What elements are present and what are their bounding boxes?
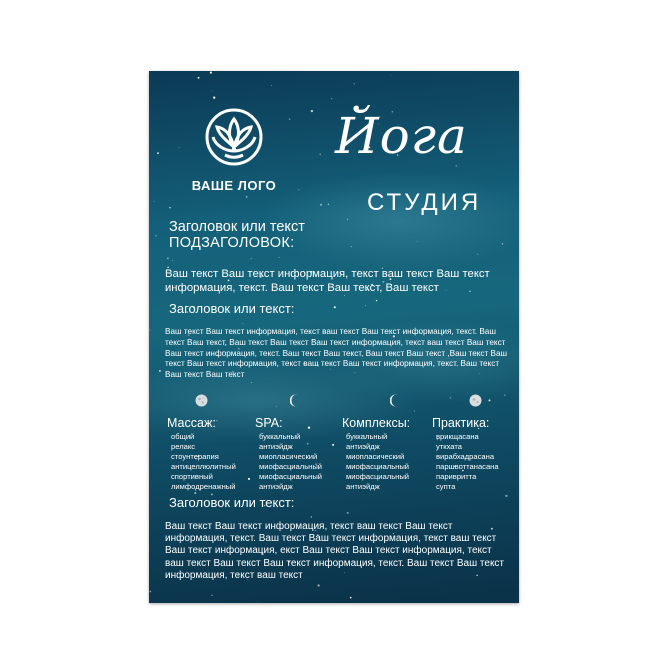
list-item: миофасциальный	[259, 462, 323, 472]
star	[365, 305, 366, 306]
star	[319, 154, 320, 155]
star	[334, 306, 336, 308]
star	[477, 254, 478, 255]
list-item: миофасциальный	[346, 472, 410, 482]
star	[213, 96, 215, 98]
column-title: Практика:	[432, 416, 490, 430]
star	[211, 595, 212, 596]
list-item: супта	[436, 482, 456, 492]
star	[347, 219, 348, 220]
list-item: буккальный	[259, 432, 301, 441]
star	[505, 495, 507, 497]
star	[504, 395, 505, 396]
title-studio: СТУДИЯ	[367, 189, 482, 216]
star	[298, 189, 299, 190]
list-item: антиэйдж	[346, 482, 380, 492]
paragraph-1: Ваш текст Ваш текст информация, текст ваш текст Ваш текст информация, текст. Ваш текст Ваш текст, Ваш текст	[165, 268, 490, 294]
star	[155, 235, 157, 237]
services-column-practice	[432, 416, 518, 493]
star	[376, 300, 377, 301]
star	[179, 147, 180, 148]
star	[210, 72, 212, 74]
list-item: общий	[171, 432, 195, 441]
services-column-massage	[167, 416, 253, 493]
star	[347, 512, 349, 514]
list-item: миопласический	[346, 452, 405, 462]
full-moon-icon	[469, 394, 482, 407]
star	[311, 516, 312, 517]
crescent-moon-icon	[290, 394, 303, 407]
star	[198, 77, 200, 79]
star	[258, 602, 259, 603]
lotus-icon	[203, 107, 265, 167]
list-item: релакс	[171, 442, 196, 452]
list-item: паривритта	[436, 472, 477, 482]
star	[169, 207, 171, 209]
list-item: врикщасана	[436, 432, 479, 441]
star	[289, 118, 291, 120]
star	[149, 329, 150, 330]
star	[502, 243, 503, 244]
services-column-spa	[255, 416, 341, 493]
star	[154, 201, 155, 202]
services-column-complexes	[342, 416, 428, 493]
star	[318, 584, 320, 586]
star	[320, 204, 322, 206]
list-item: спортивный	[171, 472, 213, 482]
star	[159, 370, 161, 372]
star	[167, 258, 168, 259]
list-item: паршвоттанасана	[436, 462, 499, 472]
star	[331, 98, 332, 99]
list-item: миопласический	[259, 452, 318, 462]
list-item: вирабхадрасана	[436, 452, 495, 462]
list-item: миофасциальный	[346, 462, 410, 472]
star	[172, 260, 173, 261]
list-item: стоунтерапия	[171, 452, 219, 462]
heading-1: Заголовок или текст	[169, 219, 305, 235]
star	[311, 110, 313, 112]
column-title: Массаж:	[167, 416, 216, 430]
star	[328, 204, 329, 205]
list-item: антицеллюлитный	[171, 462, 236, 472]
star	[351, 246, 352, 247]
star	[414, 410, 415, 411]
subheading-1: ПОДЗАГОЛОВОК:	[169, 235, 295, 251]
list-item: миофасциальный	[259, 472, 323, 482]
crescent-moon-icon	[390, 394, 403, 407]
star	[450, 397, 452, 399]
star	[488, 399, 490, 401]
star	[279, 257, 280, 258]
logo-text: ВАШЕ ЛОГО	[191, 178, 277, 193]
star	[211, 91, 212, 92]
list-item: антиэйдж	[259, 482, 293, 492]
star	[391, 75, 392, 76]
list-item: уткхата	[436, 442, 462, 452]
star	[344, 295, 345, 296]
paragraph-2: Ваш текст Ваш текст информация, текст ваш текст Ваш текст информация, текст. Ваш текст Ваш текст, Ваш текст Ваш текст Ваш текст информация, текст ваш текст Ваш текст Ваш текст информация, текст. Ваш текст Ваш текст, Ваш текст Ваш текст ,Ваш текст Ваш текст Ваш текст информация, текст ваш текст Ваш текст информация, текст. Ваш текст Ваш текст Ваш текст	[165, 327, 508, 380]
star	[251, 258, 252, 259]
star	[150, 591, 152, 593]
full-moon-icon	[195, 394, 208, 407]
star	[157, 152, 159, 154]
column-title: SPA:	[255, 416, 283, 430]
star	[417, 241, 418, 242]
star	[246, 196, 248, 198]
star	[276, 406, 277, 407]
list-item: буккальный	[346, 432, 388, 441]
star	[271, 85, 272, 86]
list-item: лимфодренажный	[171, 482, 236, 492]
title-script: Йога	[335, 107, 468, 165]
heading-2: Заголовок или текст:	[169, 301, 295, 316]
yoga-studio-poster	[149, 71, 519, 603]
column-title: Комплексы:	[342, 416, 411, 430]
star	[354, 83, 355, 84]
list-item: антиэйдж	[346, 442, 380, 452]
heading-3: Заголовок или текст:	[169, 495, 295, 510]
star	[242, 323, 243, 324]
star	[456, 165, 457, 166]
paragraph-3: Ваш текст Ваш текст информация, текст ваш текст Ваш текст информация, текст. Ваш текст Ваш текст информация, текст ваш текст Ваш текст информация, екст Ваш текст Ваш текст информация, текст ваш текст Ваш текст Ваш текст информация, текст. Ваш текст Ваш текст информация, текст ваш текст	[165, 521, 505, 581]
star	[251, 382, 252, 383]
list-item: антиэйдж	[259, 442, 293, 452]
star	[350, 597, 352, 599]
